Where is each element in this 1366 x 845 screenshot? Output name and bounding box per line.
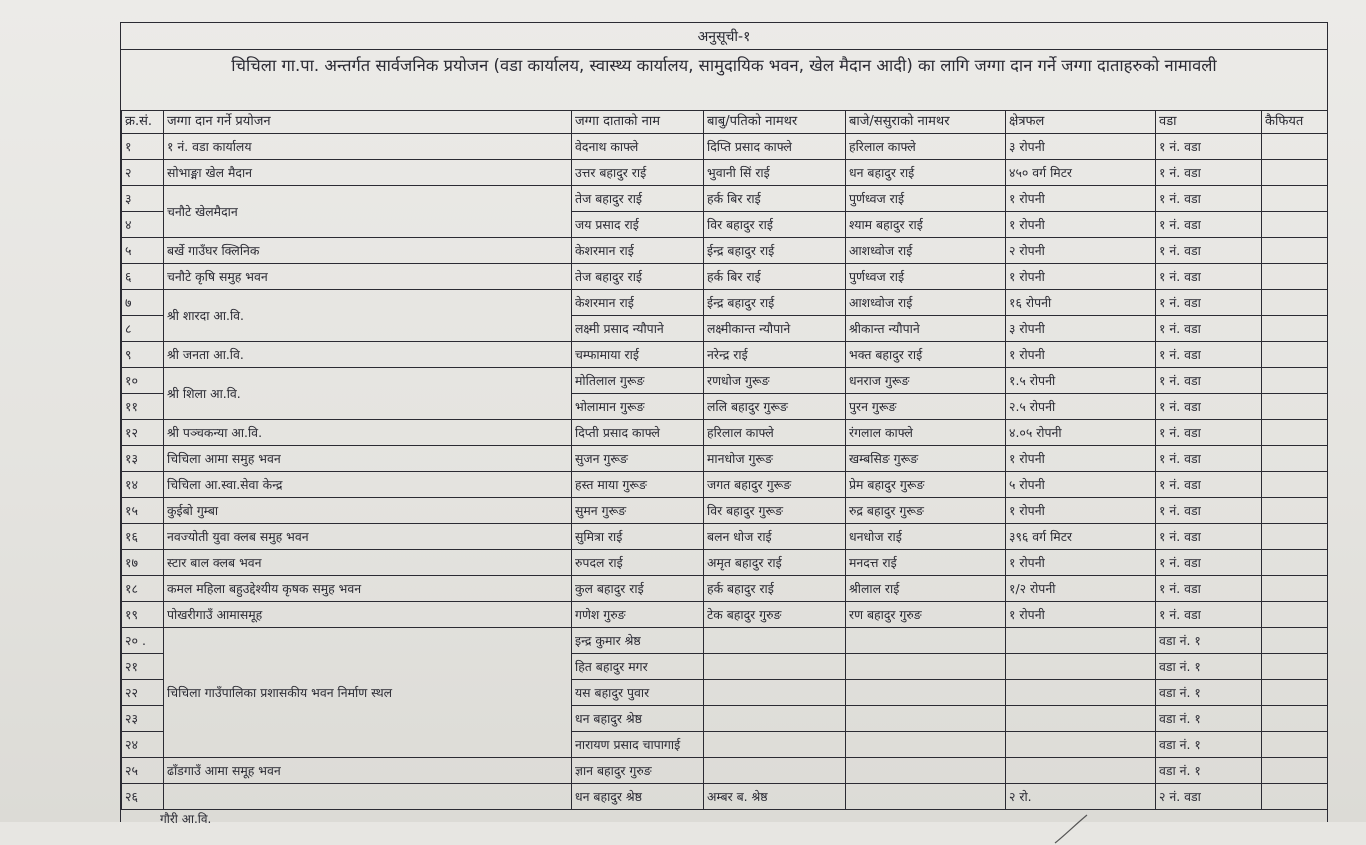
row-purpose: कुईबो गुम्बा bbox=[164, 498, 572, 524]
row-area: २ रो. bbox=[1006, 784, 1156, 810]
row-area: १ रोपनी bbox=[1006, 342, 1156, 368]
row-donor: हस्त माया गुरूङ bbox=[572, 472, 704, 498]
row-purpose bbox=[164, 784, 572, 810]
col-header-purpose: जग्गा दान गर्ने प्रयोजन bbox=[164, 111, 572, 134]
row-grandfather: श्रीलाल राई bbox=[846, 576, 1006, 602]
row-remarks bbox=[1262, 784, 1328, 810]
row-remarks bbox=[1262, 628, 1328, 654]
row-purpose: चिचिला आमा समुह भवन bbox=[164, 446, 572, 472]
table-row bbox=[122, 342, 1328, 368]
row-sn: १९ bbox=[122, 602, 164, 628]
row-father: ईन्द्र बहादुर राई bbox=[704, 290, 846, 316]
row-father: मानधोज गुरूङ bbox=[704, 446, 846, 472]
row-sn: २३ bbox=[122, 706, 164, 732]
row-ward: वडा नं. १ bbox=[1156, 628, 1262, 654]
row-ward: १ नं. वडा bbox=[1156, 394, 1262, 420]
row-ward: वडा नं. १ bbox=[1156, 654, 1262, 680]
row-sn: ४ bbox=[122, 212, 164, 238]
row-donor: ज्ञान बहादुर गुरुङ bbox=[572, 758, 704, 784]
row-ward: १ नं. वडा bbox=[1156, 290, 1262, 316]
table-row bbox=[122, 446, 1328, 472]
row-father: जगत बहादुर गुरूङ bbox=[704, 472, 846, 498]
row-sn: २५ bbox=[122, 758, 164, 784]
row-ward: २ नं. वडा bbox=[1156, 784, 1262, 810]
row-sn: १८ bbox=[122, 576, 164, 602]
row-area: १/२ रोपनी bbox=[1006, 576, 1156, 602]
row-sn: १४ bbox=[122, 472, 164, 498]
row-remarks bbox=[1262, 134, 1328, 160]
row-donor: जय प्रसाद राई bbox=[572, 212, 704, 238]
col-header-sn: क्र.सं. bbox=[122, 111, 164, 134]
row-ward: १ नं. वडा bbox=[1156, 212, 1262, 238]
signature-mark bbox=[1051, 813, 1091, 845]
row-ward: १ नं. वडा bbox=[1156, 134, 1262, 160]
row-purpose: १ नं. वडा कार्यालय bbox=[164, 134, 572, 160]
table-row bbox=[122, 290, 1328, 316]
row-sn: १७ bbox=[122, 550, 164, 576]
row-area: ३ रोपनी bbox=[1006, 134, 1156, 160]
row-donor: नारायण प्रसाद चापागाई bbox=[572, 732, 704, 758]
table-header-row bbox=[122, 111, 1328, 134]
row-purpose: चिचिला आ.स्वा.सेवा केन्द्र bbox=[164, 472, 572, 498]
row-grandfather bbox=[846, 758, 1006, 784]
table-row bbox=[122, 238, 1328, 264]
row-father bbox=[704, 654, 846, 680]
row-father: भुवानी सिं राई bbox=[704, 160, 846, 186]
row-donor: वेदनाथ काफ्ले bbox=[572, 134, 704, 160]
row-remarks bbox=[1262, 212, 1328, 238]
row-father: विर बहादुर गुरूङ bbox=[704, 498, 846, 524]
row-donor: हित बहादुर मगर bbox=[572, 654, 704, 680]
row-ward: १ नं. वडा bbox=[1156, 342, 1262, 368]
row-father: दिप्ति प्रसाद काफ्ले bbox=[704, 134, 846, 160]
row-grandfather: रुद्र बहादुर गुरूङ bbox=[846, 498, 1006, 524]
row-ward: वडा नं. १ bbox=[1156, 706, 1262, 732]
row-area: १ रोपनी bbox=[1006, 602, 1156, 628]
row-donor: तेज बहादुर राई bbox=[572, 186, 704, 212]
row-purpose: बर्खे गाउँघर क्लिनिक bbox=[164, 238, 572, 264]
row-donor: धन बहादुर श्रेष्ठ bbox=[572, 784, 704, 810]
row-purpose: चनौटे कृषि समुह भवन bbox=[164, 264, 572, 290]
row-sn: १ bbox=[122, 134, 164, 160]
table-row bbox=[122, 576, 1328, 602]
row-sn: ७ bbox=[122, 290, 164, 316]
row-ward: वडा नं. १ bbox=[1156, 680, 1262, 706]
table-row bbox=[122, 264, 1328, 290]
row-remarks bbox=[1262, 680, 1328, 706]
row-father: लक्ष्मीकान्त न्यौपाने bbox=[704, 316, 846, 342]
row-sn: २२ bbox=[122, 680, 164, 706]
row-father bbox=[704, 732, 846, 758]
row-father bbox=[704, 706, 846, 732]
row-remarks bbox=[1262, 472, 1328, 498]
row-father: हर्क बिर राई bbox=[704, 264, 846, 290]
row-donor: दिप्ती प्रसाद काफ्ले bbox=[572, 420, 704, 446]
row-purpose: सोभाङ्मा खेल मैदान bbox=[164, 160, 572, 186]
row-area: २.५ रोपनी bbox=[1006, 394, 1156, 420]
row-area: १६ रोपनी bbox=[1006, 290, 1156, 316]
row-grandfather bbox=[846, 706, 1006, 732]
row-donor: तेज बहादुर राई bbox=[572, 264, 704, 290]
annex-document bbox=[120, 22, 1328, 822]
row-remarks bbox=[1262, 394, 1328, 420]
row-purpose: कमल महिला बहुउद्देश्यीय कृषक समुह भवन bbox=[164, 576, 572, 602]
col-header-grandfather: बाजे/ससुराको नामथर bbox=[846, 111, 1006, 134]
table-row bbox=[122, 368, 1328, 394]
col-header-area: क्षेत्रफल bbox=[1006, 111, 1156, 134]
row-donor: यस बहादुर पुवार bbox=[572, 680, 704, 706]
row-ward: १ नं. वडा bbox=[1156, 498, 1262, 524]
row-grandfather: धनधोज राई bbox=[846, 524, 1006, 550]
row-area: २ रोपनी bbox=[1006, 238, 1156, 264]
table-row bbox=[122, 420, 1328, 446]
row-ward: १ नं. वडा bbox=[1156, 186, 1262, 212]
row-remarks bbox=[1262, 524, 1328, 550]
row-ward: १ नं. वडा bbox=[1156, 550, 1262, 576]
annex-title: अनुसूची-१ bbox=[697, 29, 751, 45]
row-father: टेक बहादुर गुरुङ bbox=[704, 602, 846, 628]
row-ward: १ नं. वडा bbox=[1156, 524, 1262, 550]
row-grandfather: धनराज गुरूङ bbox=[846, 368, 1006, 394]
row-donor: सुमन गुरूङ bbox=[572, 498, 704, 524]
row-area: ३ रोपनी bbox=[1006, 316, 1156, 342]
row-father: अम्बर ब. श्रेष्ठ bbox=[704, 784, 846, 810]
row-donor: इन्द्र कुमार श्रेष्ठ bbox=[572, 628, 704, 654]
table-row bbox=[122, 758, 1328, 784]
row-father: रणधोज गुरूङ bbox=[704, 368, 846, 394]
row-purpose: पोखरीगाउँ आमासमूह bbox=[164, 602, 572, 628]
row-grandfather bbox=[846, 654, 1006, 680]
row-sn: ९ bbox=[122, 342, 164, 368]
row-donor: केशरमान राई bbox=[572, 290, 704, 316]
row-remarks bbox=[1262, 446, 1328, 472]
table-row bbox=[122, 602, 1328, 628]
row-donor: केशरमान राई bbox=[572, 238, 704, 264]
col-header-father: बाबु/पतिको नामथर bbox=[704, 111, 846, 134]
row-donor: रुपदल राई bbox=[572, 550, 704, 576]
table-row bbox=[122, 524, 1328, 550]
row-father: नरेन्द्र राई bbox=[704, 342, 846, 368]
row-grandfather: आशध्वोज राई bbox=[846, 290, 1006, 316]
row-area: ३९६ वर्ग मिटर bbox=[1006, 524, 1156, 550]
row-ward: १ नं. वडा bbox=[1156, 472, 1262, 498]
row-grandfather bbox=[846, 680, 1006, 706]
row-sn: १५ bbox=[122, 498, 164, 524]
table-row bbox=[122, 784, 1328, 810]
row-ward: १ नं. वडा bbox=[1156, 238, 1262, 264]
row-remarks bbox=[1262, 160, 1328, 186]
row-ward: वडा नं. १ bbox=[1156, 732, 1262, 758]
row-donor: सुजन गुरूङ bbox=[572, 446, 704, 472]
row-father: बलन धोज राई bbox=[704, 524, 846, 550]
row-grandfather bbox=[846, 732, 1006, 758]
row-ward: १ नं. वडा bbox=[1156, 316, 1262, 342]
row-donor: सुमित्रा राई bbox=[572, 524, 704, 550]
row-father: हर्क बहादुर राई bbox=[704, 576, 846, 602]
row-donor: धन बहादुर श्रेष्ठ bbox=[572, 706, 704, 732]
row-donor: लक्ष्मी प्रसाद न्यौपाने bbox=[572, 316, 704, 342]
row-remarks bbox=[1262, 654, 1328, 680]
row-remarks bbox=[1262, 576, 1328, 602]
row-remarks bbox=[1262, 420, 1328, 446]
row-grandfather: पुरन गुरूङ bbox=[846, 394, 1006, 420]
row-father bbox=[704, 758, 846, 784]
row-donor: चम्फामाया राई bbox=[572, 342, 704, 368]
row-sn: ६ bbox=[122, 264, 164, 290]
row-ward: १ नं. वडा bbox=[1156, 576, 1262, 602]
table-row bbox=[122, 160, 1328, 186]
row-grandfather: पुर्णध्वज राई bbox=[846, 264, 1006, 290]
row-remarks bbox=[1262, 290, 1328, 316]
row-area: ५ रोपनी bbox=[1006, 472, 1156, 498]
row-sn: १६ bbox=[122, 524, 164, 550]
title-divider bbox=[121, 49, 1327, 50]
row-sn: २१ bbox=[122, 654, 164, 680]
table-row bbox=[122, 550, 1328, 576]
col-header-ward: वडा bbox=[1156, 111, 1262, 134]
row-sn: २० . bbox=[122, 628, 164, 654]
row-sn: २६ bbox=[122, 784, 164, 810]
row-area: १ रोपनी bbox=[1006, 264, 1156, 290]
row-purpose: श्री शिला आ.वि. bbox=[164, 368, 572, 420]
row-remarks bbox=[1262, 498, 1328, 524]
row-remarks bbox=[1262, 186, 1328, 212]
row-area: ४.०५ रोपनी bbox=[1006, 420, 1156, 446]
row-father bbox=[704, 680, 846, 706]
row-sn: १२ bbox=[122, 420, 164, 446]
row-sn: ३ bbox=[122, 186, 164, 212]
col-header-donor: जग्गा दाताको नाम bbox=[572, 111, 704, 134]
row-grandfather: मनदत्त राई bbox=[846, 550, 1006, 576]
row-purpose: श्री जनता आ.वि. bbox=[164, 342, 572, 368]
row-grandfather: पुर्णध्वज राई bbox=[846, 186, 1006, 212]
row-father: विर बहादुर राई bbox=[704, 212, 846, 238]
row-grandfather: खम्बसिङ गुरूङ bbox=[846, 446, 1006, 472]
table-row bbox=[122, 472, 1328, 498]
row-sn: २ bbox=[122, 160, 164, 186]
row-sn: २४ bbox=[122, 732, 164, 758]
row-purpose: ढाँडगाउँ आमा समूह भवन bbox=[164, 758, 572, 784]
row-father: ईन्द्र बहादुर राई bbox=[704, 238, 846, 264]
row-grandfather: प्रेम बहादुर गुरूङ bbox=[846, 472, 1006, 498]
row-area: ४५० वर्ग मिटर bbox=[1006, 160, 1156, 186]
row-area bbox=[1006, 732, 1156, 758]
row-area: १ रोपनी bbox=[1006, 212, 1156, 238]
row-ward: १ नं. वडा bbox=[1156, 446, 1262, 472]
row-sn: ८ bbox=[122, 316, 164, 342]
row-remarks bbox=[1262, 238, 1328, 264]
table-row bbox=[122, 498, 1328, 524]
row-ward: १ नं. वडा bbox=[1156, 368, 1262, 394]
row-grandfather: आशध्वोज राई bbox=[846, 238, 1006, 264]
row-grandfather: धन बहादुर राई bbox=[846, 160, 1006, 186]
row-purpose: चनौटे खेलमैदान bbox=[164, 186, 572, 238]
row-area bbox=[1006, 706, 1156, 732]
row-grandfather: श्याम बहादुर राई bbox=[846, 212, 1006, 238]
row-grandfather bbox=[846, 628, 1006, 654]
row-sn: ११ bbox=[122, 394, 164, 420]
row-remarks bbox=[1262, 264, 1328, 290]
row-purpose: श्री शारदा आ.वि. bbox=[164, 290, 572, 342]
row-father: हरिलाल काफ्ले bbox=[704, 420, 846, 446]
row-area: १ रोपनी bbox=[1006, 186, 1156, 212]
row-donor: भोलामान गुरूङ bbox=[572, 394, 704, 420]
row-area: १ रोपनी bbox=[1006, 498, 1156, 524]
row-grandfather: रंगलाल काफ्ले bbox=[846, 420, 1006, 446]
row-donor: गणेश गुरुङ bbox=[572, 602, 704, 628]
row-ward: १ नं. वडा bbox=[1156, 160, 1262, 186]
row-purpose: स्टार बाल क्लब भवन bbox=[164, 550, 572, 576]
row-remarks bbox=[1262, 550, 1328, 576]
row-remarks bbox=[1262, 706, 1328, 732]
table-row bbox=[122, 186, 1328, 212]
row-ward: १ नं. वडा bbox=[1156, 602, 1262, 628]
row-grandfather bbox=[846, 784, 1006, 810]
row-purpose: श्री पञ्चकन्या आ.वि. bbox=[164, 420, 572, 446]
row-grandfather: हरिलाल काफ्ले bbox=[846, 134, 1006, 160]
row-sn: १० bbox=[122, 368, 164, 394]
row-area: १ रोपनी bbox=[1006, 550, 1156, 576]
row-ward: १ नं. वडा bbox=[1156, 420, 1262, 446]
table-row bbox=[122, 628, 1328, 654]
col-header-remarks: कैफियत bbox=[1262, 111, 1328, 134]
row-father bbox=[704, 628, 846, 654]
row-remarks bbox=[1262, 732, 1328, 758]
row-remarks bbox=[1262, 368, 1328, 394]
row-donor: मोतिलाल गुरूङ bbox=[572, 368, 704, 394]
row-remarks bbox=[1262, 342, 1328, 368]
row-remarks bbox=[1262, 758, 1328, 784]
row-grandfather: रण बहादुर गुरुङ bbox=[846, 602, 1006, 628]
row-father: अमृत बहादुर राई bbox=[704, 550, 846, 576]
row-sn: १३ bbox=[122, 446, 164, 472]
row-area bbox=[1006, 758, 1156, 784]
donor-table bbox=[121, 110, 1328, 810]
row-purpose: चिचिला गाउँपालिका प्रशासकीय भवन निर्माण स्थल bbox=[164, 628, 572, 758]
row-grandfather: श्रीकान्त न्यौपाने bbox=[846, 316, 1006, 342]
row-grandfather: भक्त बहादुर राई bbox=[846, 342, 1006, 368]
row-ward: १ नं. वडा bbox=[1156, 264, 1262, 290]
row-area: १ रोपनी bbox=[1006, 446, 1156, 472]
row-purpose: नवज्योती युवा क्लब समुह भवन bbox=[164, 524, 572, 550]
row-area: १.५ रोपनी bbox=[1006, 368, 1156, 394]
footer-text: गौरी आ.वि. bbox=[160, 812, 212, 826]
table-row bbox=[122, 134, 1328, 160]
row-area bbox=[1006, 680, 1156, 706]
row-area bbox=[1006, 654, 1156, 680]
row-ward: वडा नं. १ bbox=[1156, 758, 1262, 784]
row-remarks bbox=[1262, 602, 1328, 628]
row-remarks bbox=[1262, 316, 1328, 342]
row-father: हर्क बिर राई bbox=[704, 186, 846, 212]
row-donor: कुल बहादुर राई bbox=[572, 576, 704, 602]
row-sn: ५ bbox=[122, 238, 164, 264]
document-title: चिचिला गा.पा. अन्तर्गत सार्वजनिक प्रयोजन (वडा कार्यालय, स्वास्थ्य कार्यालय, सामुदायिक भवन, खेल मैदान आदी) का लागि जग्गा दान गर्ने जग्गा दाताहरुको नामावली bbox=[231, 56, 1217, 75]
row-father: ललि बहादुर गुरूङ bbox=[704, 394, 846, 420]
row-area bbox=[1006, 628, 1156, 654]
row-donor: उत्तर बहादुर राई bbox=[572, 160, 704, 186]
